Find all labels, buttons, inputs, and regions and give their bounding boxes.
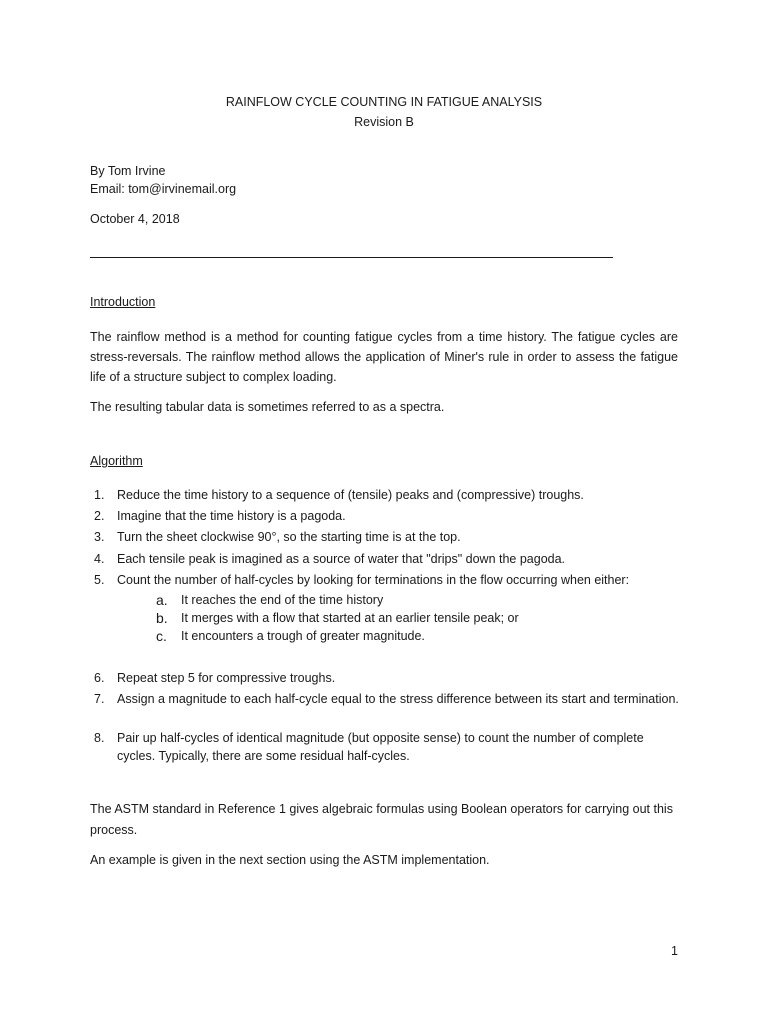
list-item-number: 3. xyxy=(94,530,105,544)
document-title: RAINFLOW CYCLE COUNTING IN FATIGUE ANALYSIS xyxy=(225,95,543,109)
list-item-number: 4. xyxy=(94,552,105,566)
list-item-number: 5. xyxy=(94,573,105,587)
separator-rule xyxy=(90,257,613,258)
sub-list-item-letter: a. xyxy=(156,592,168,608)
sub-list-item-text: It merges with a flow that started at an earlier tensile peak; or xyxy=(181,611,519,625)
list-item-text: Reduce the time history to a sequence of (tensile) peaks and (compressive) troughs. xyxy=(117,488,584,502)
introduction-paragraph: The rainflow method is a method for counting fatigue cycles from a time history. The fatigue cycles are stress-reversals. The rainflow method allows the application of Miner's rule in order to assess the fatigue life of a structure subject to complex loading. xyxy=(90,330,678,384)
list-item-number: 7. xyxy=(94,692,105,706)
sub-list-item-text: It encounters a trough of greater magnitude. xyxy=(181,629,425,643)
list-item-number: 8. xyxy=(94,731,105,745)
astm-paragraph: The ASTM standard in Reference 1 gives algebraic formulas using Boolean operators for carrying out this process. xyxy=(90,802,673,837)
list-item-number: 6. xyxy=(94,671,105,685)
list-item-text: Repeat step 5 for compressive troughs. xyxy=(117,671,336,685)
sub-list-item-text: It reaches the end of the time history xyxy=(181,593,384,607)
author-line: By Tom Irvine xyxy=(90,164,166,178)
list-item-text: Turn the sheet clockwise 90°, so the starting time is at the top. xyxy=(117,530,461,544)
list-item-text: Assign a magnitude to each half-cycle equal to the stress difference between its start and termination. xyxy=(117,692,679,706)
introduction-heading: Introduction xyxy=(90,295,156,309)
list-item-text: Count the number of half-cycles by looking for terminations in the flow occurring when either: xyxy=(117,573,630,587)
document-revision: Revision B xyxy=(354,115,414,129)
email-line: Email: tom@irvinemail.org xyxy=(90,182,237,196)
list-item-text: Each tensile peak is imagined as a source of water that "drips" down the pagoda. xyxy=(117,552,566,566)
list-item-text: Pair up half-cycles of identical magnitude (but opposite sense) to count the number of complete cycles. Typically, there are some residual half-cycles. xyxy=(117,731,644,763)
spectra-paragraph: The resulting tabular data is sometimes referred to as a spectra. xyxy=(90,400,445,414)
sub-list-item-letter: c. xyxy=(156,628,167,644)
algorithm-heading: Algorithm xyxy=(90,454,143,468)
page-number: 1 xyxy=(671,944,678,958)
list-item-number: 2. xyxy=(94,509,105,523)
example-paragraph: An example is given in the next section using the ASTM implementation. xyxy=(90,853,490,867)
date-line: October 4, 2018 xyxy=(90,212,180,226)
list-item-text: Imagine that the time history is a pagoda. xyxy=(117,509,346,523)
sub-list-item-letter: b. xyxy=(156,610,168,626)
list-item-number: 1. xyxy=(94,488,105,502)
